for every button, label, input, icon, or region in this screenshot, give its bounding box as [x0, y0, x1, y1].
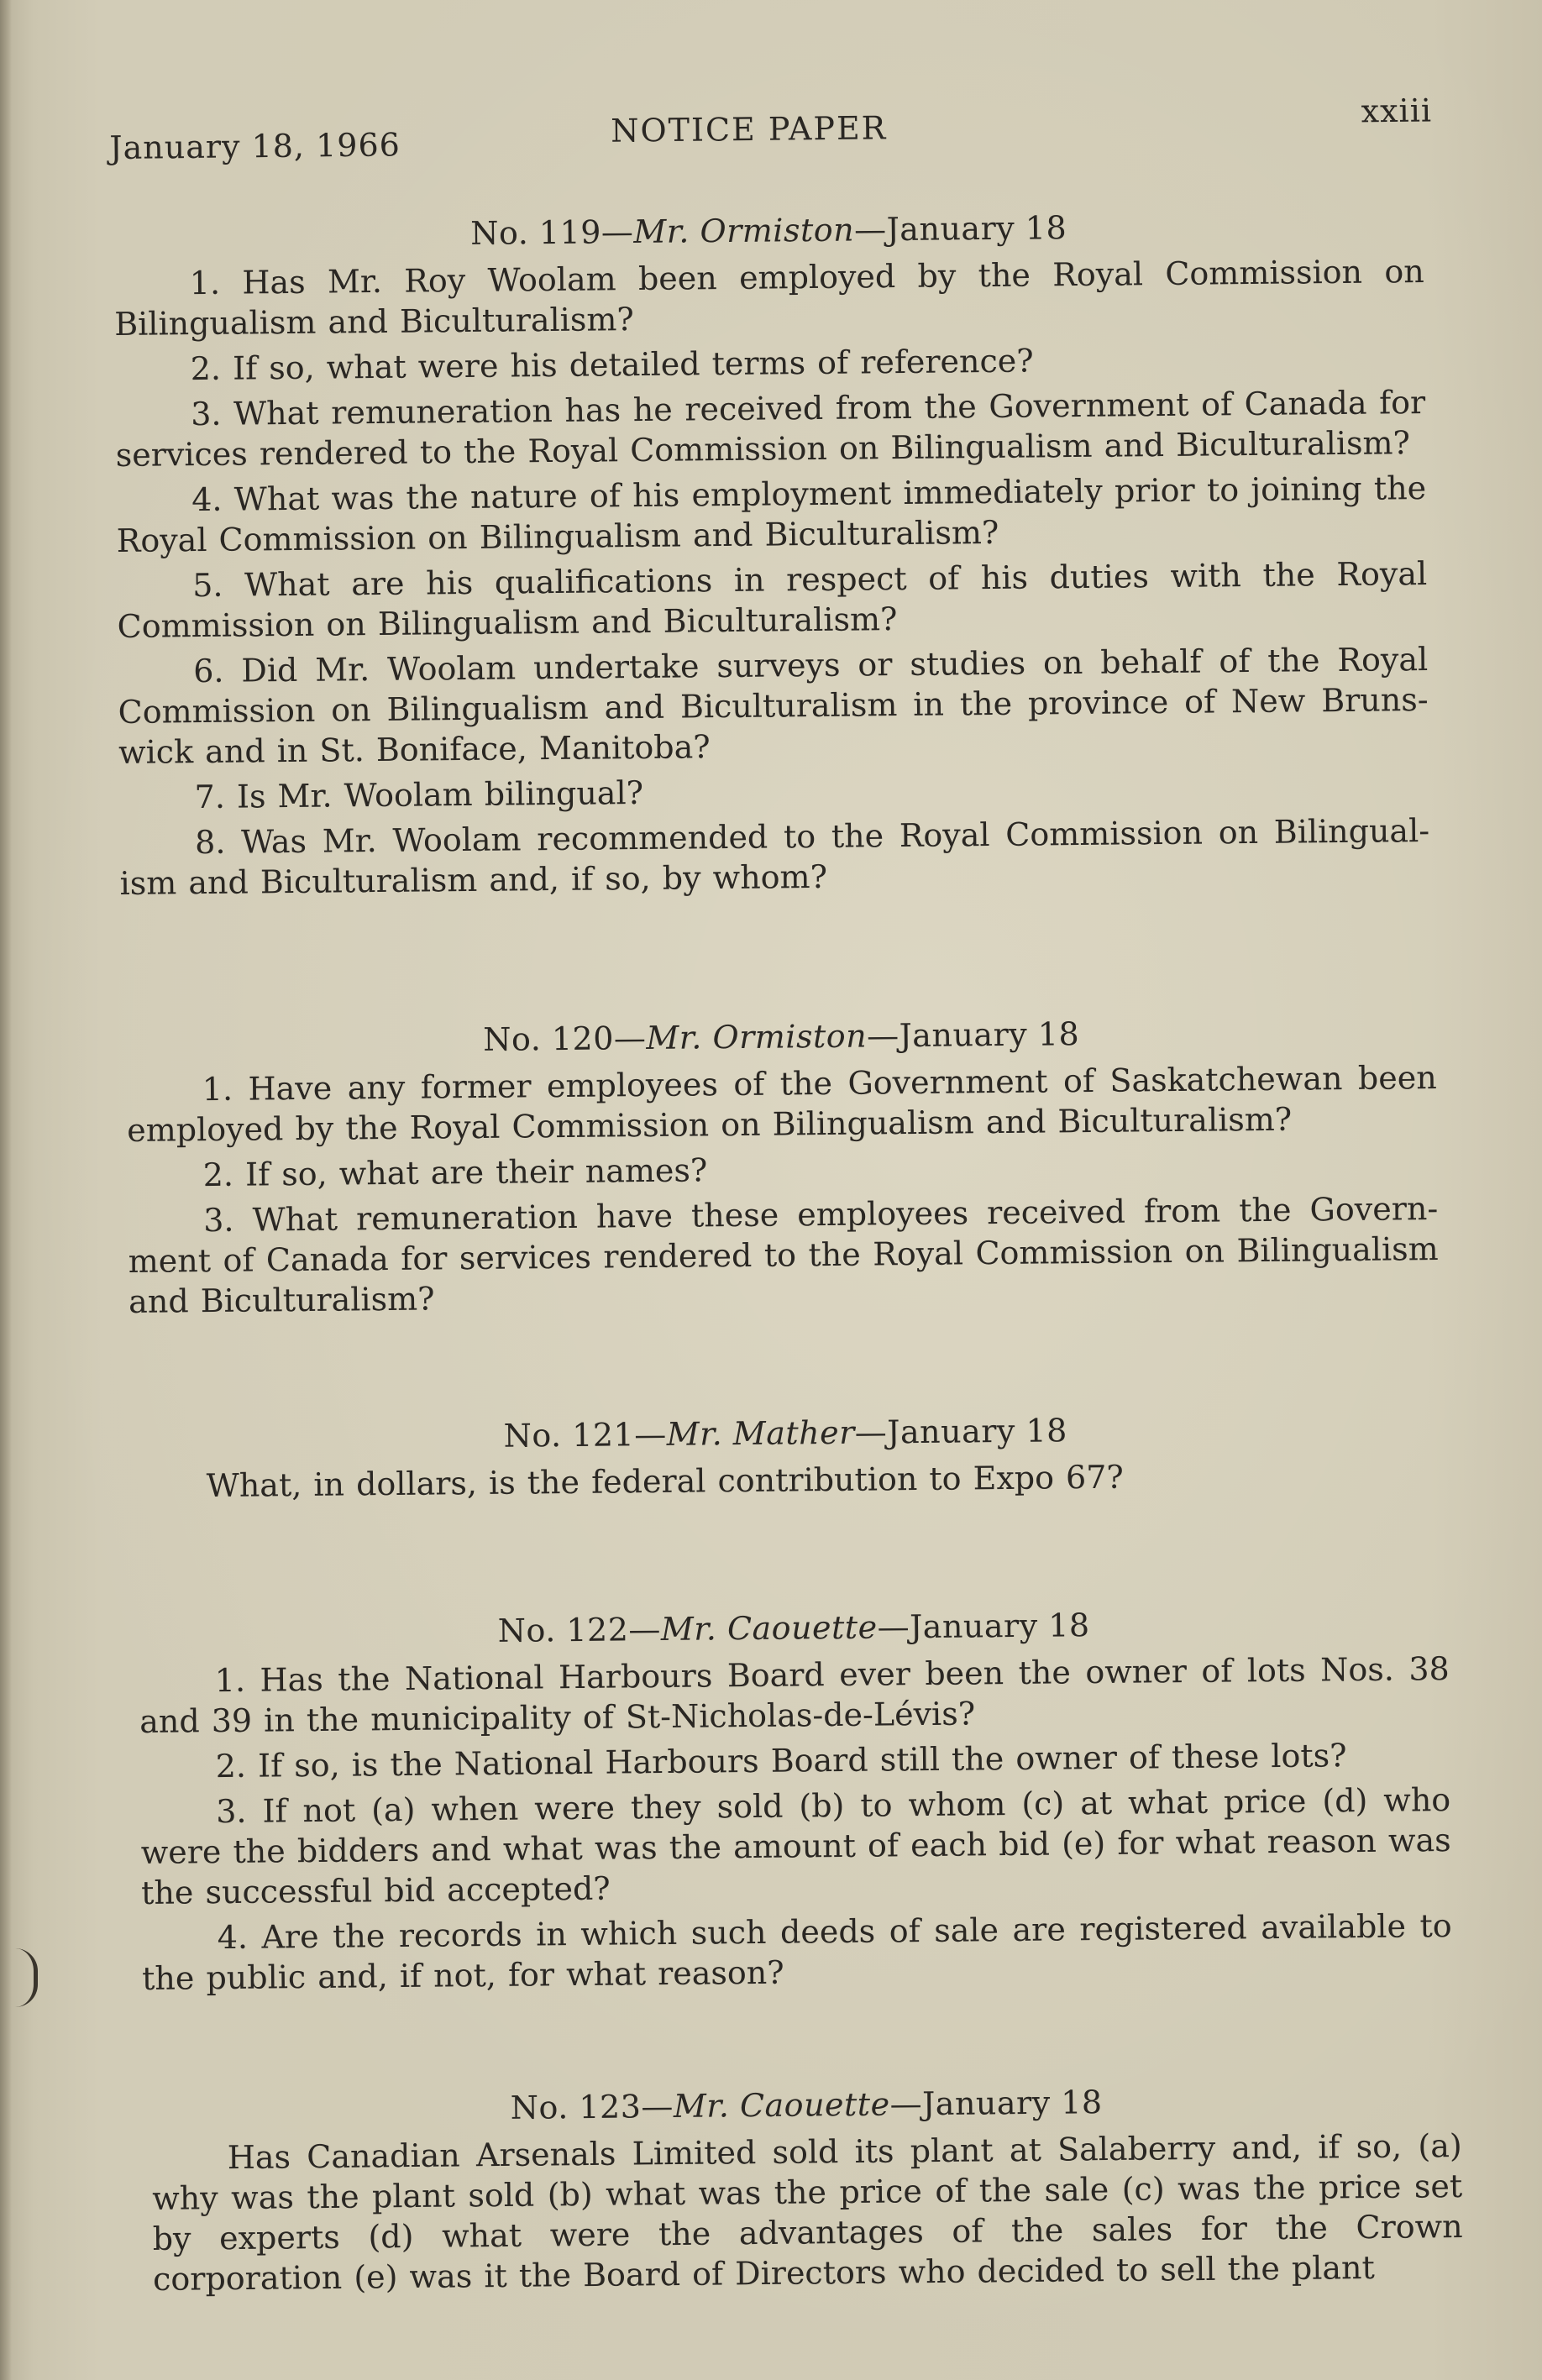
question-item: 5. What are his qualifications in respect of his duties with the Royal Commission on Bilingualism and Biculturalism?: [117, 555, 1428, 645]
question-member: Mr. Ormiston: [646, 1017, 868, 1057]
question-item: 2. If so, is the National Harbours Board still the owner of these lots?: [215, 1737, 1347, 1785]
question-item: 4. What was the nature of his employment immediately prior to joining the Royal Commission on Bilingualism and Biculturalism?: [116, 469, 1427, 559]
question-123: [151, 2079, 1463, 2304]
question-item: 8. Was Mr. Woolam recommended to the Royal Commission on Bilingualism and Biculturalism and, if so, by whom?: [119, 811, 1430, 902]
question-item: 7. Is Mr. Woolam bilingual?: [194, 773, 644, 816]
question-member: Mr. Ormiston: [633, 211, 855, 251]
question-member: Mr. Caouette: [660, 1608, 878, 1649]
question-member: Mr. Caouette: [673, 2085, 890, 2126]
question-heading: No. 122—Mr. Caouette—January 18: [497, 1607, 1090, 1649]
question-120: [126, 1010, 1439, 1327]
question-date: January 18: [921, 2084, 1103, 2123]
question-item: 6. Did Mr. Woolam undertake surveys or studies on behalf of the Royal Commission on Bilingualism and Biculturalism in the province of New Brunswick and in St. Boniface, Manitoba?: [118, 641, 1429, 771]
question-item: 3. What remuneration have these employees received from the Government of Canada for services rendered to the Royal Commission on Bilingualism and Biculturalism?: [128, 1190, 1439, 1320]
question-date: January 18: [899, 1015, 1080, 1055]
question-item: 3. If not (a) when were they sold (b) to whom (c) at what price (d) who were the bidders and what was the amount of each bid (e) for what reason was the successful bid accepted?: [140, 1781, 1451, 1911]
question-item: 2. If so, what are their names?: [202, 1151, 708, 1194]
page-header: [109, 92, 1433, 168]
question-number: No. 122: [497, 1611, 629, 1649]
question-item: 4. Are the records in which such deeds of sale are registered available to the public and, if not, for what reason?: [141, 1907, 1452, 1997]
question-number: No. 119: [470, 213, 602, 252]
question-item: 1. Have any former employees of the Government of Saskatchewan been employed by the Royal Commission on Bilingualism and Biculturalism?: [127, 1059, 1437, 1149]
question-item: 2. If so, what were his detailed terms of reference?: [190, 342, 1034, 388]
question-item: 1. Has Mr. Roy Woolam been employed by the Royal Commission on Bilingualism and Biculturalism?: [114, 253, 1424, 343]
question-heading: No. 119—Mr. Ormiston—January 18: [470, 209, 1067, 252]
question-date: January 18: [887, 1412, 1068, 1451]
binding-shadow: [0, 0, 12, 2380]
question-item: Has Canadian Arsenals Limited sold its plant at Salaberry and, if so, (a) why was the plant sold (b) what was the price of the sale (c) was the price set by experts (d) what were the advantages of the sales for the Crown corporation (e) was it the Board of Directors who decided to sell the plant: [152, 2127, 1463, 2298]
question-heading: No. 121—Mr. Mather—January 18: [503, 1412, 1068, 1455]
question-number: No. 121: [503, 1416, 635, 1455]
question-date: January 18: [909, 1607, 1090, 1646]
margin-mark: [15, 1948, 38, 2007]
question-number: No. 123: [510, 2088, 642, 2126]
header-title: NOTICE PAPER: [610, 109, 888, 149]
header-date: January 18, 1966: [109, 126, 401, 166]
question-item: 3. What remuneration has he received from the Government of Canada for services rendered to the Royal Commission on Bilingualism and Biculturalism?: [115, 384, 1426, 474]
question-heading: No. 120—Mr. Ormiston—January 18: [483, 1015, 1080, 1058]
question-122: [139, 1602, 1452, 2004]
header-page-number: xxiii: [1361, 92, 1433, 130]
question-119: [113, 204, 1430, 909]
question-heading: No. 123—Mr. Caouette—January 18: [510, 2084, 1103, 2126]
question-item: 1. Has the National Harbours Board ever been the owner of lots Nos. 38 and 39 in the municipality of St-Nicholas-de-Lévis?: [139, 1650, 1450, 1740]
question-date: January 18: [886, 209, 1067, 249]
question-number: No. 120: [483, 1020, 615, 1058]
question-member: Mr. Mather: [666, 1413, 855, 1453]
question-121: [130, 1407, 1441, 1512]
question-item: What, in dollars, is the federal contribution to Expo 67?: [206, 1458, 1124, 1505]
